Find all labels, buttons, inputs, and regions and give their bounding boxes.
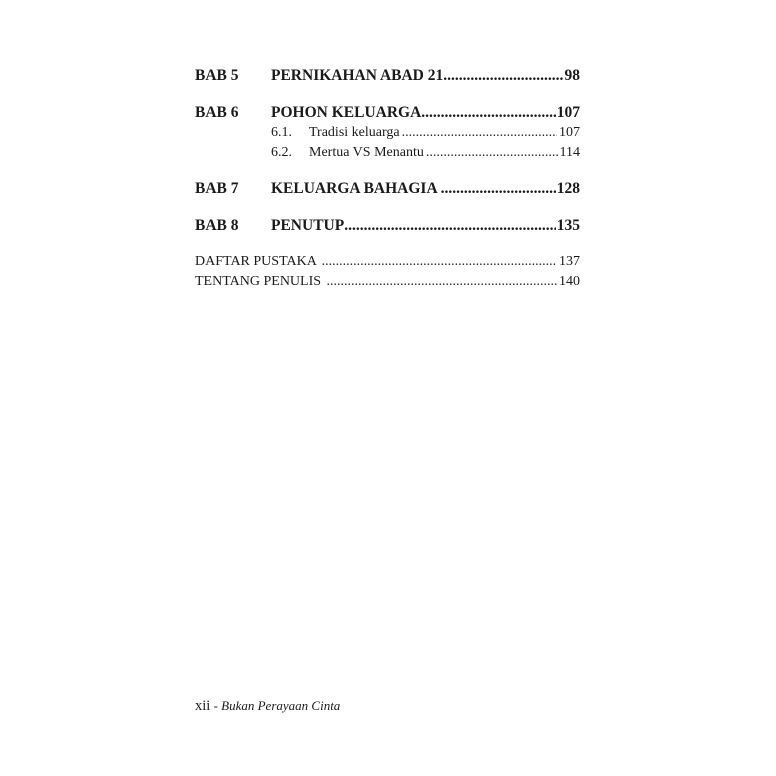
chapter-title: POHON KELUARGA xyxy=(271,104,422,121)
footer-separator: - xyxy=(210,698,222,713)
section-title: Mertua VS Menantu xyxy=(309,145,424,160)
dot-leader xyxy=(322,252,557,272)
dot-leader xyxy=(402,123,557,143)
section-title: Tradisi keluarga xyxy=(309,125,400,140)
folio-number: xii xyxy=(195,698,211,714)
section-number: 6.2. xyxy=(271,145,292,160)
chapter-title: PERNIKAHAN ABAD 21 xyxy=(271,67,444,84)
toc-entry-tentang-penulis[interactable] xyxy=(195,272,580,292)
entry-title: DAFTAR PUSTAKA xyxy=(195,254,320,269)
toc-subentry-6-2[interactable] xyxy=(195,143,580,163)
page-number: 107 xyxy=(556,104,580,121)
toc-entry-daftar-pustaka[interactable] xyxy=(195,252,580,272)
section-number: 6.1. xyxy=(271,125,292,140)
chapter-title: KELUARGA BAHAGIA xyxy=(271,180,441,197)
dot-leader xyxy=(344,216,556,236)
dot-leader xyxy=(421,103,555,123)
chapter-number: BAB 5 xyxy=(195,67,239,84)
toc-entry-bab-7[interactable] xyxy=(195,179,580,199)
chapter-number: BAB 7 xyxy=(195,180,239,197)
toc-entry-bab-5[interactable] xyxy=(195,66,580,86)
toc-entry-bab-8[interactable] xyxy=(195,216,580,236)
dot-leader xyxy=(441,179,556,199)
chapter-number: BAB 8 xyxy=(195,217,239,234)
entry-title: TENTANG PENULIS xyxy=(195,274,325,289)
toc-entry-bab-6[interactable] xyxy=(195,103,580,123)
toc-subentry-6-1[interactable] xyxy=(195,123,580,143)
page-number: 137 xyxy=(559,254,580,269)
running-title: Bukan Perayaan Cinta xyxy=(221,698,341,713)
page-number: 107 xyxy=(559,125,580,140)
dot-leader xyxy=(426,143,558,163)
page-footer xyxy=(195,697,340,715)
chapter-number: BAB 6 xyxy=(195,104,239,121)
page-number: 114 xyxy=(559,145,580,160)
page-number: 140 xyxy=(559,274,580,289)
dot-leader xyxy=(443,66,563,86)
page-number: 135 xyxy=(556,217,580,234)
page-number: 128 xyxy=(556,180,580,197)
dot-leader xyxy=(327,272,557,292)
table-of-contents xyxy=(195,66,580,292)
chapter-title: PENUTUP xyxy=(271,217,345,234)
page-number: 98 xyxy=(564,67,580,84)
